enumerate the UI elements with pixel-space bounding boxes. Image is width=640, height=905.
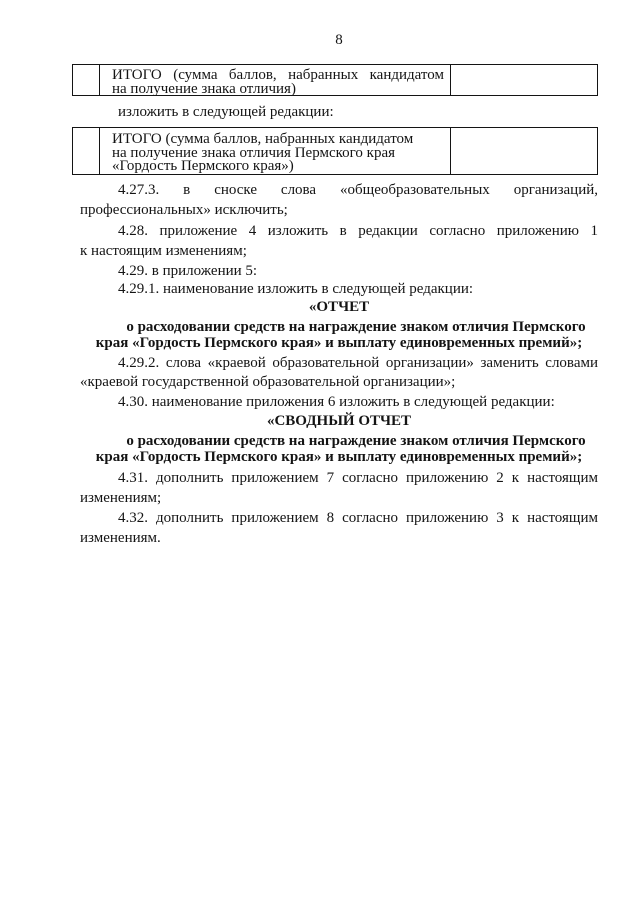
item-4-27-3 [80,180,598,220]
score-table-old [72,64,598,96]
report-subtitle [80,319,598,351]
summary-report-subtitle [80,433,598,465]
instruction-paragraph [80,102,598,122]
item-4-31 [80,468,598,508]
table-cell-total-label [99,65,450,95]
table-cell-value [450,128,597,174]
paragraph-line: 4.29.2. слова «краевой образовательной организации» заменить словами [118,355,598,371]
summary-report-title: «СВОДНЫЙ ОТЧЕТ [266,413,412,429]
table-cell-value [450,65,597,95]
paragraph-line: 4.32. дополнить приложением 8 согласно приложению 3 к настоящим [118,510,598,526]
paragraph-line: к настоящим изменениям; [80,243,247,259]
report-title: «ОТЧЕТ [308,299,370,315]
paragraph-line: «краевой государственной образовательной организации»; [80,374,456,390]
score-table-new [72,127,598,175]
paragraph-line: 4.30. наименование приложения 6 изложить в следующей редакции: [118,394,555,410]
instruction-text: изложить в следующей редакции: [118,104,334,120]
paragraph-line: профессиональных» исключить; [80,202,288,218]
paragraph-line: 4.31. дополнить приложением 7 согласно приложению 2 к настоящим [118,470,598,486]
paragraph-line: 4.29.1. наименование изложить в следующей редакции: [118,281,474,297]
subtitle-line: о расходовании средств на награждение знаком отличия Пермского [126,319,586,335]
item-4-32 [80,508,598,548]
subtitle-line: о расходовании средств на награждение знаком отличия Пермского [126,433,586,449]
item-4-29-2 [80,354,598,392]
table-cell-total-label [99,128,450,174]
paragraph-line: 4.29. в приложении 5: [118,263,258,279]
table-label-line: на получение знака отличия) [112,80,296,97]
paragraph-line: 4.27.3. в сноске слова «общеобразовательных организаций, [118,182,598,198]
item-4-29 [80,261,598,281]
subtitle-line: края «Гордость Пермского края» и выплату единовременных премий»; [95,335,583,351]
page-number: 8 [335,32,343,48]
item-4-28 [80,221,598,261]
table-cell-number [73,65,99,95]
paragraph-line: изменениям. [80,530,161,546]
table-label-line: ИТОГО (сумма баллов, набранных кандидатом [112,67,444,83]
subtitle-line: края «Гордость Пермского края» и выплату единовременных премий»; [95,449,583,465]
table-cell-number [73,128,99,174]
paragraph-line: изменениям; [80,490,162,506]
table-label-line: ИТОГО (сумма баллов, набранных кандидатом [112,131,414,147]
item-4-30 [80,392,598,412]
item-4-29-1 [80,279,598,299]
table-label-line: на получение знака отличия Пермского края [112,144,396,161]
table-label-line: «Гордость Пермского края») [112,158,294,174]
paragraph-line: 4.28. приложение 4 изложить в редакции согласно приложению 1 [118,223,598,239]
